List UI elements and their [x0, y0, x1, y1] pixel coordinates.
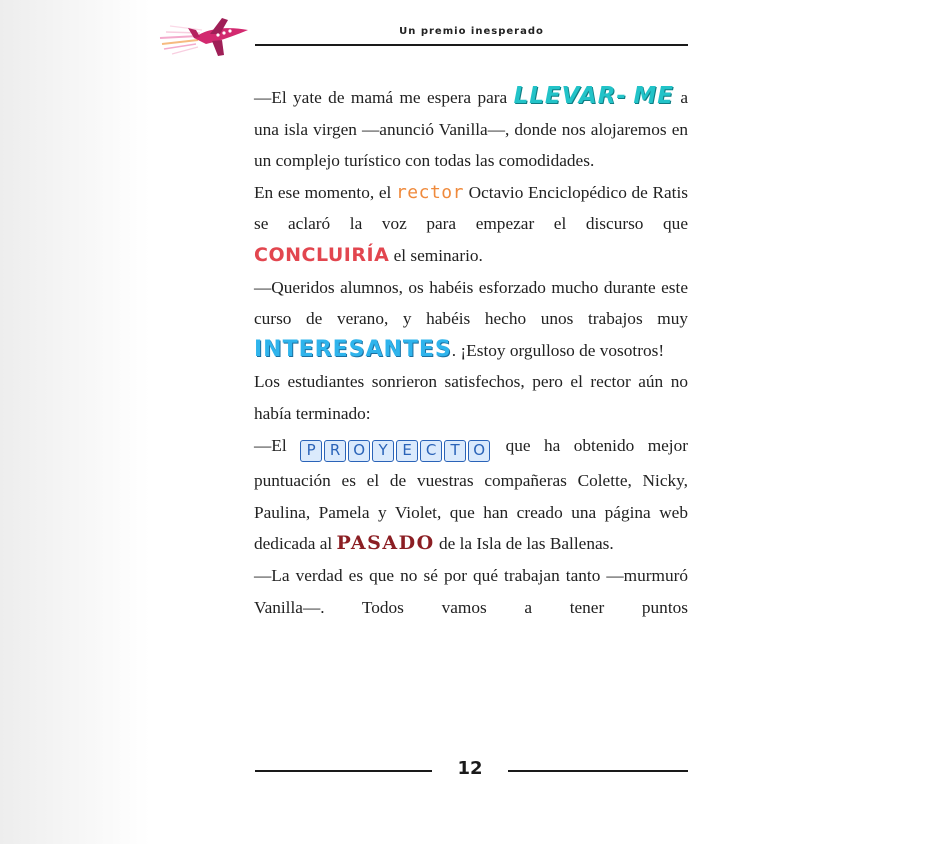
fx-word-llevar: LLEVAR- — [513, 83, 627, 109]
p2-text-b: Octavio Enciclopédico de Ratis se aclaró la voz para empezar el discurso que — [254, 182, 688, 234]
paragraph-5 — [254, 430, 688, 560]
p1-text-a: —El yate de mamá me espera para — [254, 88, 508, 107]
proyecto-letter-tile: C — [420, 440, 442, 462]
p5-text-b: que ha obtenido mejor puntuación es el de vuestras compañeras Colette, Nicky, Paulina, Pamela y Violet, que han creado una página web dedicada al — [254, 435, 688, 554]
p2-text-c: el seminario. — [393, 245, 483, 265]
proyecto-letter-tile: T — [444, 440, 466, 462]
fx-word-rector: rector — [395, 181, 464, 203]
paragraph-3 — [254, 272, 688, 367]
p1-text-b: a una isla virgen —anunció Vanilla—, donde nos alojaremos en un complejo turístico con todas las comodidades. — [254, 88, 689, 171]
p3-text-a: —Queridos alumnos, os habéis esforzado mucho durante este curso de verano, y habéis hecho unos trabajos muy — [254, 277, 688, 329]
running-header-title: Un premio inesperado — [399, 26, 544, 37]
footer-rule-left — [255, 770, 432, 772]
p2-text-a: En ese momento, el — [254, 182, 392, 202]
paragraph-1 — [254, 82, 688, 177]
paragraph-2 — [254, 177, 688, 272]
page-number: 12 — [457, 758, 483, 779]
flying-airplane-icon — [158, 14, 254, 62]
p5-text-c: de la Isla de las Ballenas. — [439, 534, 614, 554]
fx-word-interesantes: INTERESANTES — [254, 336, 452, 362]
fx-word-me: ME — [633, 83, 674, 109]
body-text — [254, 82, 688, 623]
page-gutter-shadow — [0, 0, 150, 844]
proyecto-letter-tile: P — [300, 440, 322, 462]
proyecto-letter-tile: O — [348, 440, 370, 462]
p5-text-a: —El — [254, 435, 287, 455]
proyecto-letter-tile: R — [324, 440, 346, 462]
fx-word-pasado: PASADO — [336, 532, 435, 555]
fx-word-concluiria: CONCLUIRÍA — [254, 243, 390, 266]
footer-rule-right — [508, 770, 688, 772]
paragraph-6: —La verdad es que no sé por qué trabajan tanto —murmuró Vanilla—. Todos vamos a tener puntos — [254, 565, 688, 617]
fx-word-proyecto — [300, 434, 492, 466]
proyecto-letter-tile: O — [468, 440, 490, 462]
proyecto-letter-tile: E — [396, 440, 418, 462]
p3-text-b: . ¡Estoy orgulloso de vosotros! — [451, 340, 665, 360]
header-rule — [255, 44, 688, 46]
proyecto-letter-tile: Y — [372, 440, 394, 462]
paragraph-4: Los estudiantes sonrieron satisfechos, pero el rector aún no había terminado: — [254, 372, 688, 423]
